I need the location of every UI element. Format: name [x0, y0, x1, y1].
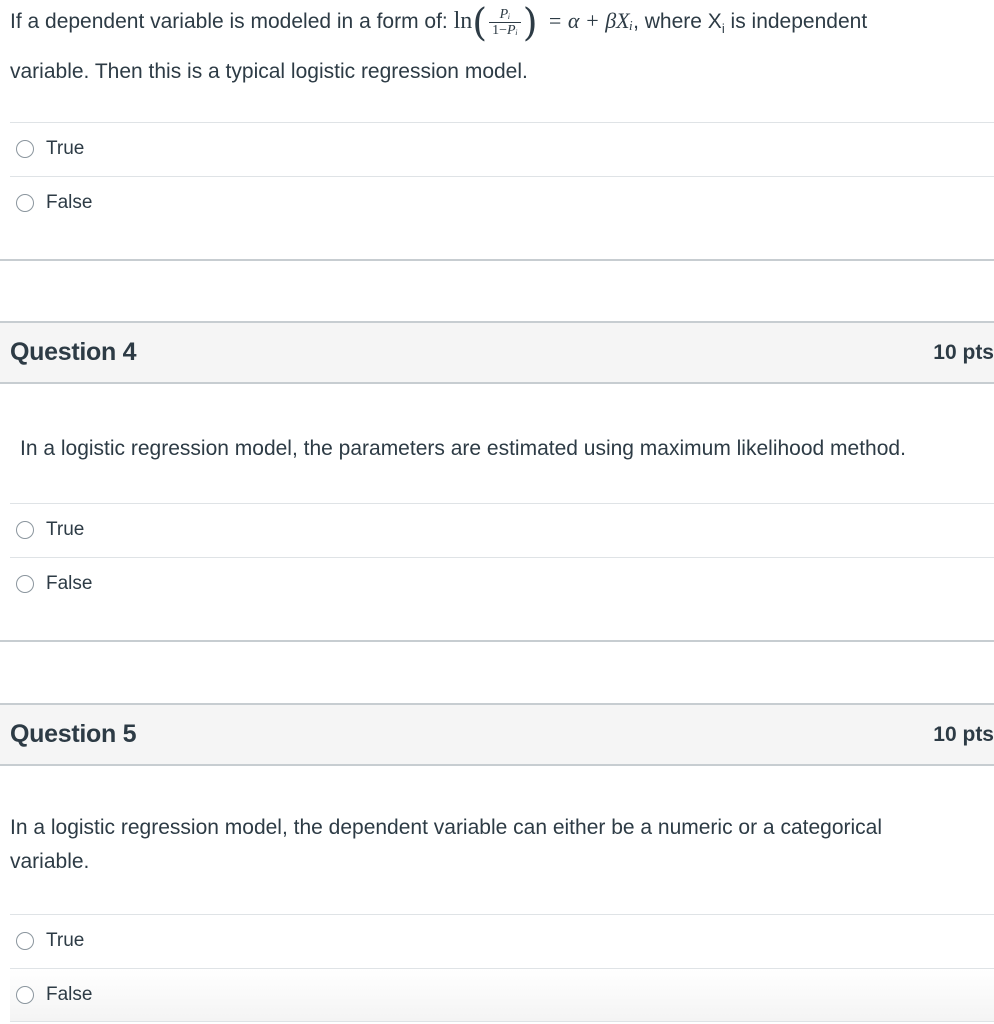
q3-prompt-after: is independent: [724, 10, 868, 33]
q4-prompt: In a logistic regression model, the parameters are estimated using maximum likelihood method.: [20, 437, 906, 460]
math-paren-close: ): [522, 0, 538, 45]
radio-button[interactable]: [16, 194, 34, 212]
q3-prompt-line1: [10, 0, 868, 45]
radio-button[interactable]: [16, 986, 34, 1004]
math-numerator: Pᵢ: [489, 7, 521, 23]
q3-answer-true[interactable]: [10, 123, 994, 175]
question-end-divider: [0, 640, 994, 642]
q3-prompt-text: If a dependent variable is modeled in a form of:: [10, 10, 454, 33]
answer-label: False: [46, 984, 93, 1005]
question-title: Question 4: [10, 338, 137, 366]
question-5-header: [0, 703, 994, 766]
question-points: 10 pts: [933, 722, 994, 746]
divider: [10, 1021, 994, 1022]
radio-button[interactable]: [16, 932, 34, 950]
answer-label: True: [46, 930, 85, 951]
question-title: Question 5: [10, 720, 137, 748]
q3-prompt-line2: variable. Then this is a typical logistic regression model.: [10, 60, 528, 83]
math-denominator-var: Pᵢ: [507, 22, 518, 38]
answer-label: False: [46, 192, 93, 213]
q5-prompt-line2: variable.: [10, 850, 90, 873]
q3-prompt-sub: i: [721, 21, 725, 37]
q3-answer-false[interactable]: [10, 177, 994, 229]
math-paren-open: (: [472, 0, 488, 45]
q4-answer-false[interactable]: [10, 558, 994, 610]
math-denominator-prefix: 1−: [492, 22, 508, 38]
question-4-header: [0, 321, 994, 384]
answer-label: True: [46, 138, 85, 159]
q3-prompt-mid: , where X: [633, 10, 722, 33]
q5-answer-true[interactable]: [10, 915, 994, 967]
radio-button[interactable]: [16, 521, 34, 539]
math-ln: ln: [453, 8, 473, 34]
question-points: 10 pts: [933, 340, 994, 364]
radio-button[interactable]: [16, 575, 34, 593]
math-rhs: = α + βXᵢ: [547, 8, 634, 33]
answer-label: False: [46, 573, 93, 594]
q5-answer-false[interactable]: [10, 969, 994, 1021]
question-end-divider: [0, 259, 994, 261]
q5-prompt-line1: In a logistic regression model, the dependent variable can either be a numeric or a categorical: [10, 816, 883, 839]
math-denominator: [489, 23, 521, 38]
q4-answer-true[interactable]: [10, 504, 994, 556]
math-fraction: [489, 7, 521, 38]
radio-button[interactable]: [16, 140, 34, 158]
answer-label: True: [46, 519, 85, 540]
